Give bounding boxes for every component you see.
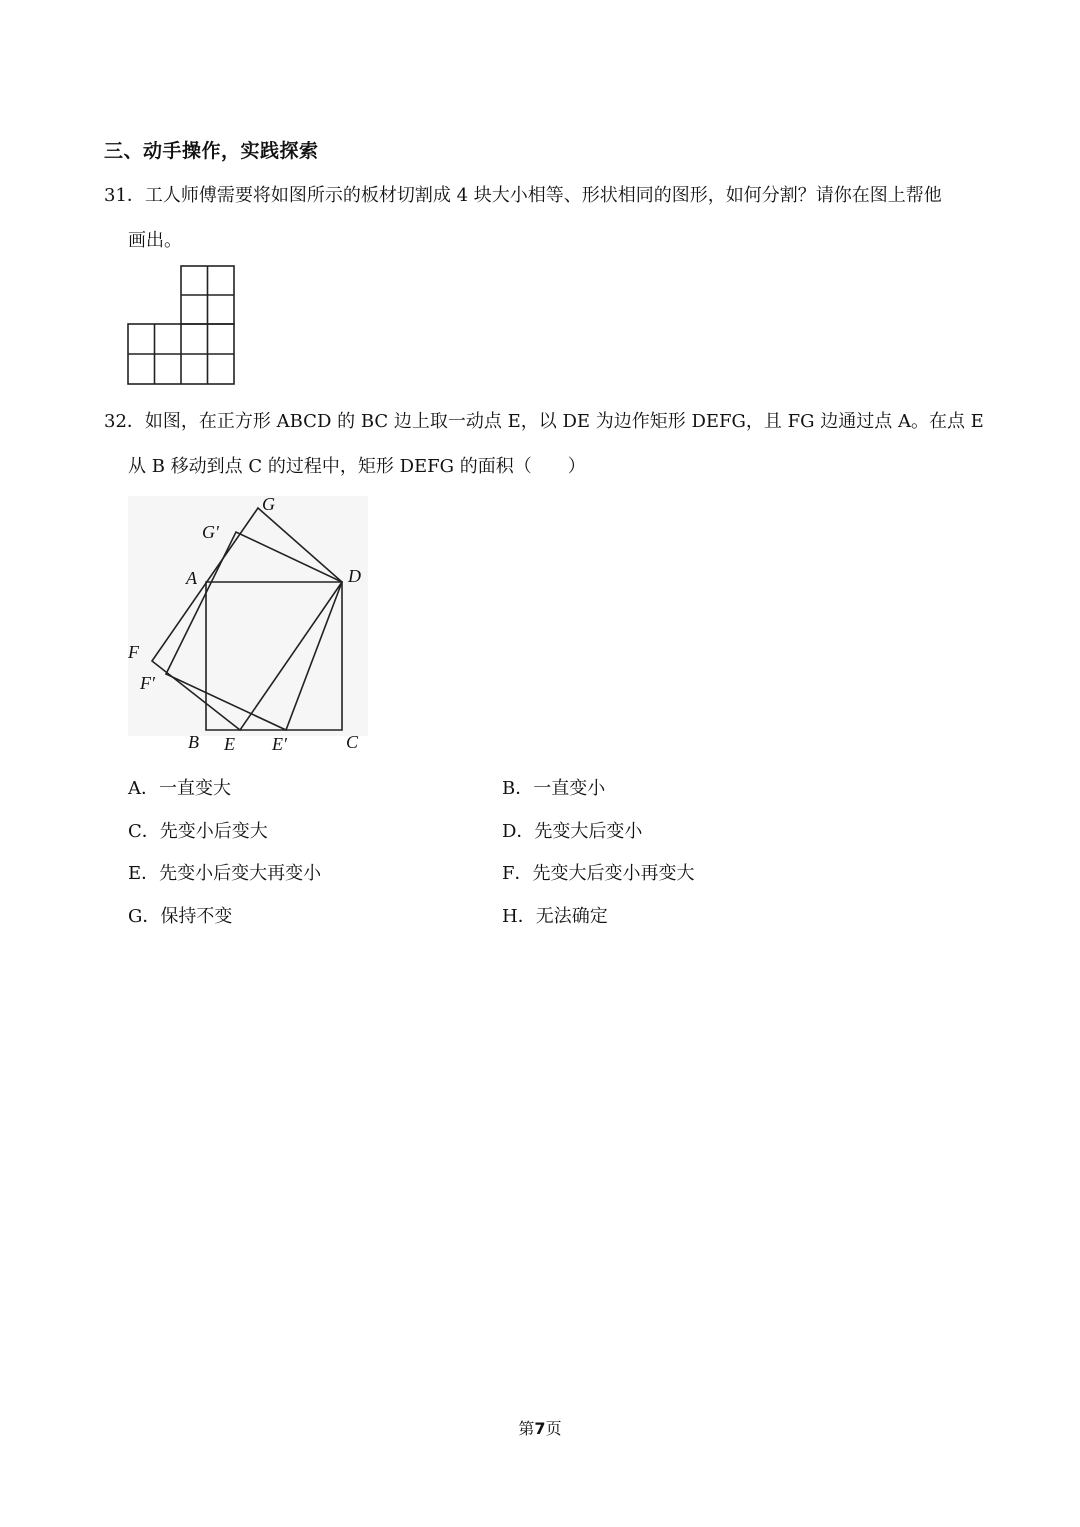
option-c: C．先变小后变大 <box>128 821 268 842</box>
option-d: D．先变大后变小 <box>502 821 643 842</box>
page-footer <box>0 1416 1080 1439</box>
label-c: C <box>346 732 359 752</box>
option-b: B．一直变小 <box>502 778 606 799</box>
label-d: D <box>348 566 361 586</box>
question-31-line-2: 画出。 <box>128 230 182 251</box>
geometry-figure <box>122 490 372 760</box>
option-f: F．先变大后变小再变大 <box>502 863 695 884</box>
question-32-line-2: 从 B 移动到点 C 的过程中，矩形 DEFG 的面积（ ） <box>128 456 586 477</box>
option-a: A．一直变大 <box>128 778 231 799</box>
label-e: E <box>224 734 235 754</box>
label-e-prime: E′ <box>272 734 287 754</box>
footer-prefix: 第 <box>518 1419 535 1438</box>
footer-suffix: 页 <box>545 1419 562 1438</box>
page-number: 7 <box>534 1419 546 1438</box>
label-g-prime: G′ <box>202 522 219 542</box>
label-b: B <box>188 732 199 752</box>
option-e: E．先变小后变大再变小 <box>128 863 322 884</box>
label-f: F <box>128 642 139 662</box>
label-f-prime: F′ <box>140 673 155 693</box>
section-title: 三、动手操作，实践探索 <box>104 140 319 162</box>
question-31-line-1: 31．工人师傅需要将如图所示的板材切割成 4 块大小相等、形状相同的图形，如何分割？请你在图上帮他 <box>104 185 942 206</box>
option-g: G．保持不变 <box>128 906 233 927</box>
label-a: A <box>186 568 197 588</box>
question-32-line-1: 32．如图，在正方形 ABCD 的 BC 边上取一动点 E，以 DE 为边作矩形 DEFG，且 FG 边通过点 A。在点 E <box>104 411 984 432</box>
board-grid-figure <box>126 264 238 388</box>
option-h: H．无法确定 <box>502 906 608 927</box>
label-g: G <box>262 494 275 514</box>
